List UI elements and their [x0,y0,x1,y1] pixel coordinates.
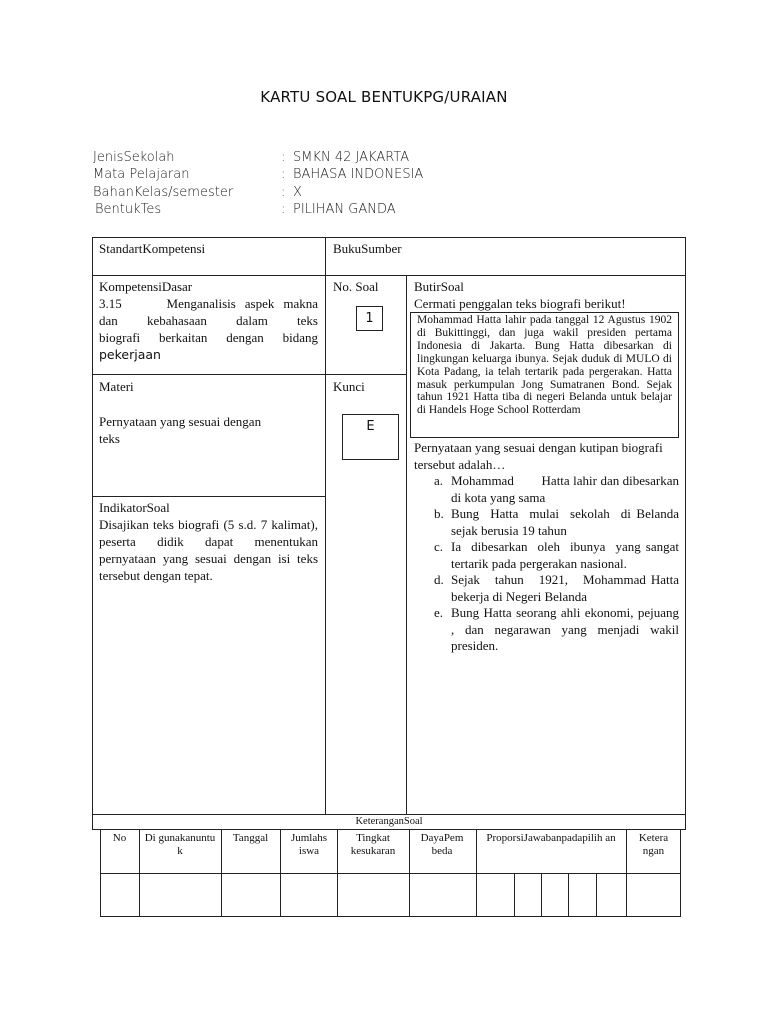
option-d [414,572,683,605]
meta-value: BAHASA INDONESIA [293,167,424,182]
no-soal-value: 1 [365,311,374,326]
option-text: Bung Hatta seorang ahli ekonomi, pejuang , dan negarawan yang menjadi wakil presiden. [451,605,683,653]
option-text: Mohammad Hatta lahir dan dibesarkan di kota yang sama [451,473,683,505]
kunci-value: E [366,419,375,434]
meta-row-mata-pelajaran [0,167,768,185]
keterangan-title: KeteranganSoal [355,816,423,827]
option-letter: a. [434,473,444,488]
question-text: Pernyataan yang sesuai dengan kutipan biografi tersebut adalah… [414,440,663,472]
kompetensi-dasar-line-4: pekerjaan [99,347,161,362]
header-jumlah-siswa: Jumlahs iswa [290,832,328,857]
meta-row-kelas-semester [0,185,768,203]
grid-line [100,873,680,874]
table-line [626,829,627,917]
grid-line [406,275,407,814]
grid-line [100,916,680,917]
header-no: No [112,832,127,844]
meta-row-jenis-sekolah [0,150,768,168]
header-keterangan: Ketera ngan [638,832,669,857]
grid-line [325,237,326,814]
option-c [414,539,683,572]
meta-colon: : [281,185,286,200]
no-soal-box [356,306,383,331]
indikator-label: IndikatorSoal [99,500,170,515]
grid-line [92,374,406,375]
no-soal-label: No. Soal [333,279,379,294]
meta-value: X [293,185,302,200]
materi-label: Materi [99,379,134,394]
option-letter: b. [434,506,444,521]
grid-line [92,496,325,497]
materi-text-2: teks [99,431,120,446]
indikator-text: Disajikan teks biografi (5 s.d. 7 kalimat), peserta didik dapat menentukan pernyataan yang sesuai dengan isi teks tersebut dengan tepat. [99,517,318,583]
table-line [568,873,569,917]
option-text: Sejak tahun 1921, Mohammad Hatta bekerja di Negeri Belanda [451,572,683,604]
header-digunakan: Di gunakanuntu k [144,832,216,857]
header-daya-pembeda: DayaPem beda [420,832,464,857]
document-title: KARTU SOAL BENTUKPG/URAIAN [260,88,508,106]
option-letter: d. [434,572,444,587]
butir-soal-label: ButirSoal [414,279,464,294]
grid-line [92,829,686,830]
option-letter: e. [434,605,444,620]
meta-colon: : [281,167,286,182]
kompetensi-dasar-line-2: dan kebahasaan dalam teks [99,313,318,328]
table-line [409,829,410,917]
option-letter: c. [434,539,444,554]
option-a [414,473,683,506]
table-line [680,829,681,917]
kompetensi-dasar-label: KompetensiDasar [99,279,193,294]
option-text: Ia dibesarkan oleh ibunya yang sangat tertarik pada pergerakan nasional. [451,539,683,571]
buku-sumber-label: BukuSumber [333,241,402,256]
grid-line [92,275,686,276]
grid-line [685,237,686,830]
table-line [139,829,140,917]
table-line [476,829,477,917]
option-e [414,605,683,655]
table-line [596,873,597,917]
kompetensi-dasar-line-3: biografi berkaitan dengan bidang [99,330,318,345]
meta-value: SMKN 42 JAKARTA [293,150,410,165]
passage-text: Mohammad Hatta lahir pada tanggal 12 Agustus 1902 di Bukittinggi, dan juga wakil presiden pertama Indonesia di Jakarta. Bung Hatta dibesarkan di lingkungan keluarga ibunya. Sejak duduk di MULO di Kota Padang, ia telah tertarik pada pergerakan. Hatta masuk perkumpulan Jong Sumatranen Bond. Sejak tahun 1921 Hatta tiba di negeri Belanda untuk belajar di Handels Hoge School Rotterdam [417,314,672,417]
materi-text: Pernyataan yang sesuai dengan [99,414,262,429]
header-tingkat-kesukaran: Tingkat kesukaran [350,832,396,857]
grid-line [92,237,686,238]
table-line [541,873,542,917]
meta-value: PILIHAN GANDA [293,202,396,217]
biography-passage [410,312,679,438]
kompetensi-dasar-line-1: 3.15 Menganalisis aspek makna [99,296,318,311]
option-text: Bung Hatta mulai sekolah di Belanda sejak berusia 19 tahun [451,506,683,538]
meta-colon: : [281,150,286,165]
meta-label: BahanKelas/semester [93,185,234,200]
meta-label: JenisSekolah [93,150,175,165]
meta-label: BentukTes [95,202,162,217]
table-line [514,873,515,917]
meta-label: Mata Pelajaran [93,167,190,182]
options-list [414,473,683,655]
table-line [280,829,281,917]
option-b [414,506,683,539]
grid-line [92,237,93,830]
kunci-box [342,414,399,460]
header-proporsi-jawaban: ProporsiJawabanpadapilih an [486,832,616,844]
kunci-label: Kunci [333,379,365,394]
standar-kompetensi-label: StandartKompetensi [99,241,206,256]
butir-soal-intro: Cermati penggalan teks biografi berikut! [414,296,626,311]
header-tanggal: Tanggal [232,832,269,844]
meta-row-bentuk-tes [0,202,768,220]
meta-colon: : [281,202,286,217]
